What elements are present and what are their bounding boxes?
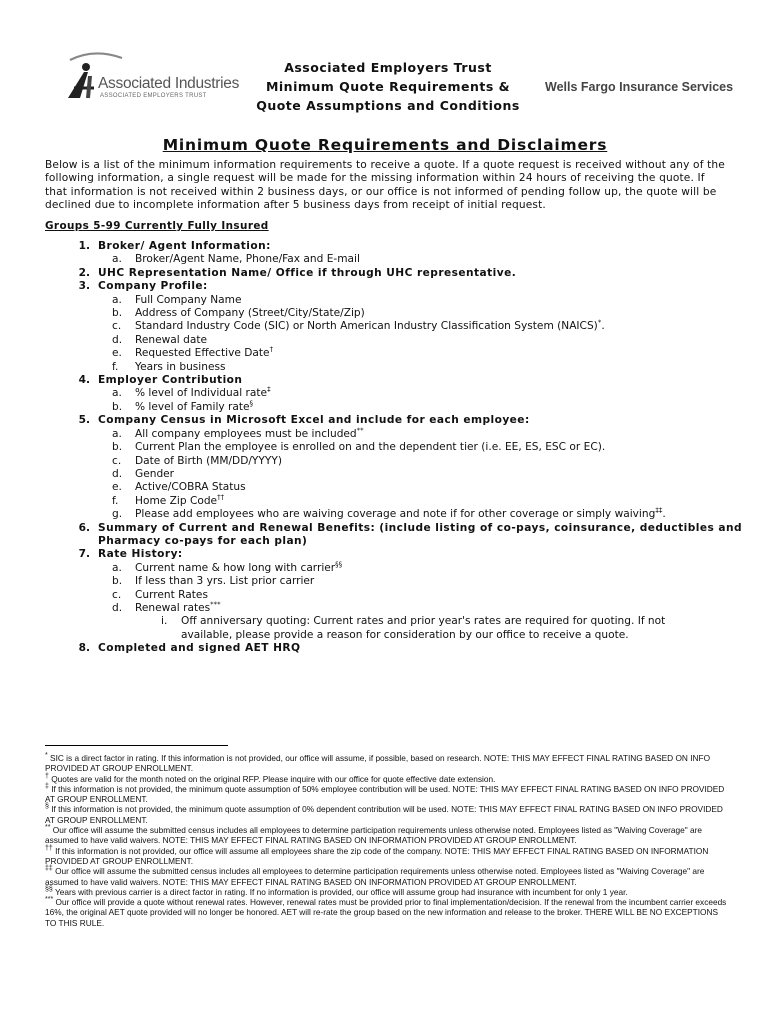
list-item: 3. Company Profile: — [78, 280, 208, 293]
wells-fargo-brand: Wells Fargo Insurance Services — [545, 80, 734, 94]
list-item: 7. Rate History: — [78, 548, 183, 561]
list-subitem: c. Date of Birth (MM/DD/YYYY) — [112, 454, 282, 467]
list-subitem: g. Please add employees who are waiving coverage and note if for other coverage or simply waiving‡‡. — [112, 506, 666, 521]
footnote: ‡ If this information is not provided, the minimum quote assumption of 50% employee contribution will be used. NOTE: THIS MAY EFFECT FINAL RATING BASED ON INFO PROVIDED AT GROUP ENROLLMENT. — [45, 783, 725, 805]
logo-brand-text: Associated Industries — [98, 75, 240, 92]
list-subitem: d. Renewal rates*** — [112, 600, 221, 614]
list-subitem: b. If less than 3 yrs. List prior carrier — [112, 575, 315, 588]
footnote-divider — [45, 745, 228, 746]
header-line-1: Associated Employers Trust — [284, 60, 492, 75]
logo-sub-text: ASSOCIATED EMPLOYERS TRUST — [100, 93, 207, 99]
list-subitem: c. Current Rates — [112, 588, 208, 601]
list-subitem: d. Gender — [112, 467, 175, 480]
footnote: †† If this information is not provided, our office will assume all employees share the zip code of the company. NOTE: THIS MAY EFFECT FINAL RATING BASED ON INFORMATION PROVIDED AT GROUP ENROLLMENT. — [45, 844, 709, 866]
list-subitem: a. % level of Individual rate‡ — [112, 385, 271, 400]
list-item: 4. Employer Contribution — [78, 374, 243, 387]
list-subsubitem: i. Off anniversary quoting: Current rates and prior year's rates are required for quoting. If not — [161, 615, 666, 628]
list-subitem: a. All company employees must be included** — [112, 426, 364, 440]
header-title-block — [238, 58, 538, 115]
footnote: ** Our office will assume the submitted census includes all employees to determine participation requirements unless otherwise noted. Employees listed as "Waiving Coverage" are assumed to have valid waivers. NOTE: THIS MAY EFFECT FINAL RATING BASED ON INFORMATION PROVIDED AT GROUP ENROLLMENT. — [45, 824, 702, 846]
list-subitem: f. Home Zip Code†† — [112, 493, 225, 507]
list-item: 2. UHC Representation Name/ Office if through UHC representative. — [78, 266, 517, 279]
list-subitem: a. Broker/Agent Name, Phone/Fax and E-mail — [112, 253, 360, 266]
footnotes — [45, 753, 727, 928]
list-subitem: e. Requested Effective Date† — [112, 345, 274, 360]
page-title: Minimum Quote Requirements and Disclaimers — [162, 136, 608, 154]
list-subitem: c. Standard Industry Code (SIC) or North American Industry Classification System (NAICS)*. — [112, 318, 605, 333]
associated-industries-logo — [64, 50, 242, 112]
groups-heading: Groups 5-99 Currently Fully Insured — [45, 220, 269, 232]
list-item: 1. Broker/ Agent Information: — [78, 240, 271, 252]
footnote: § If this information is not provided, the minimum quote assumption of 0% dependent contribution will be used. NOTE: THIS MAY EFFECT FINAL RATING BASED ON INFO PROVIDED AT GROUP ENROLLMENT. — [45, 803, 723, 825]
list-item: 8. Completed and signed AET HRQ — [78, 642, 301, 655]
footnote: ‡‡ Our office will assume the submitted census includes all employees to determine participation requirements unless otherwise noted. Employees listed as "Waiving Coverage" are assumed to have valid waivers. NOTE: THIS MAY EFFECT FINAL RATING BASED ON INFORMATION PROVIDED AT GROUP ENROLLMENT. — [45, 865, 705, 887]
list-subitem: e. Active/COBRA Status — [112, 481, 246, 494]
footnote: * SIC is a direct factor in rating. If this information is not provided, our office will assume, if possible, based on research. NOTE: THIS MAY EFFECT FINAL RATING BASED ON INFO PROVIDED AT GROUP ENROLLMENT. — [45, 752, 711, 774]
list-item-continuation: Pharmacy co-pays for each plan) — [98, 534, 308, 547]
header-line-2: Minimum Quote Requirements & — [265, 79, 511, 94]
list-subitem: b. % level of Family rate§ — [112, 399, 254, 413]
footnote: † Quotes are valid for the month noted on the original RFP. Please inquire with our office for quote effective date extension. — [45, 772, 496, 784]
list-item-continuation: available, please provide a reason for consideration by our office to receive a quote. — [181, 628, 629, 641]
list-subitem: d. Renewal date — [112, 333, 207, 346]
footnote: *** Our office will provide a quote without renewal rates. However, renewal rates must be provided prior to final implementation/decision. If the renewal from the incumbent carrier exceeds 16%, the original AET quote provided will no longer be honored. AET will re-rate the group based on the new information and release to the broker. THERE WILL BE NO EXCEPTIONS TO THIS RULE. — [45, 896, 727, 928]
list-subitem: a. Full Company Name — [112, 293, 242, 306]
requirements-list — [45, 240, 743, 656]
list-subitem: b. Current Plan the employee is enrolled on and the dependent tier (i.e. EE, ES, ESC or EC). — [112, 441, 606, 454]
footnote: §§ Years with previous carrier is a direct factor in rating. If no information is provided, our office will assume group had insurance with incumbent for only 1 year. — [45, 886, 628, 897]
header-line-3: Quote Assumptions and Conditions — [256, 98, 520, 113]
list-subitem: b. Address of Company (Street/City/State/Zip) — [112, 307, 365, 320]
list-subitem: f. Years in business — [112, 360, 226, 373]
intro-paragraph: Below is a list of the minimum information requirements to receive a quote. If a quote request is received without any of the following information, a single request will be made for the missing information within 24 hours of receiving the quote. If that information is not received within 2 business days, or our office is not informed of pending follow up, the quote will be declined due to incomplete information after 5 business days from receipt of initial request. — [45, 159, 725, 212]
list-item: 5. Company Census in Microsoft Excel and include for each employee: — [78, 414, 530, 427]
list-subitem: a. Current name & how long with carrier§§ — [112, 560, 343, 574]
list-item: 6. Summary of Current and Renewal Benefits: (include listing of co-pays, coinsurance, deductibles and — [78, 521, 743, 534]
